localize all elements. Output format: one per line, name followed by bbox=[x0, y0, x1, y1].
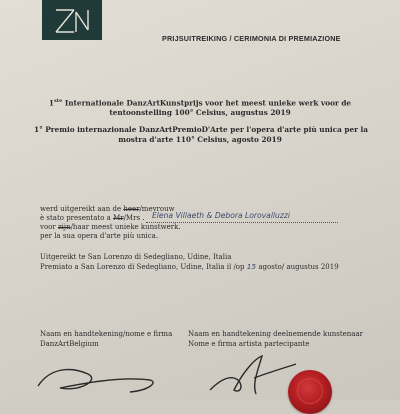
italian-title-ordinal: 1 bbox=[34, 125, 40, 134]
date-day-handwriting: 15 bbox=[246, 262, 257, 271]
award-line1-prefix: werd uitgereikt aan de bbox=[40, 205, 124, 213]
award-line1-suffix: /mevrouw bbox=[139, 205, 175, 213]
award-line2-struck: Mr bbox=[113, 214, 124, 222]
page-heading: PRIJSUITREIKING / CERIMONIA DI PREMIAZIONE bbox=[162, 34, 341, 43]
award-line3-struck: zijn bbox=[57, 223, 71, 231]
italian-title-line2: mostra d'arte 110° Celsius, agosto 2019 bbox=[118, 135, 282, 144]
dutch-title-ordinal: 1 bbox=[48, 98, 54, 108]
wax-seal-emboss bbox=[297, 378, 323, 404]
award-line3 bbox=[40, 223, 181, 231]
recipient-handwriting: Elena Villaeth & Debora Lorovalluzzi bbox=[152, 211, 290, 220]
dutch-title-line1 bbox=[20, 98, 380, 107]
award-line2-prefix: è stato presentato a bbox=[40, 214, 114, 222]
right-signature-label: Naam en handtekening deelnemende kunstenaar bbox=[188, 330, 363, 338]
place-line2 bbox=[40, 262, 339, 271]
italian-title-sup: ° bbox=[39, 125, 43, 134]
dutch-title-sup: ste bbox=[53, 98, 63, 104]
award-line1-struck: heer bbox=[123, 205, 140, 213]
dutch-title-line2: tentoonstelling 100° Celsius, augustus 2019 bbox=[109, 108, 291, 117]
award-line2 bbox=[40, 214, 145, 222]
logo-mark bbox=[42, 0, 102, 40]
danzart-logo bbox=[42, 0, 102, 40]
dutch-title-rest: Internationale DanzArtKunstprijs voor het meest unieke werk voor de bbox=[62, 98, 352, 108]
award-line4: per la sua opera d'arte più unica. bbox=[40, 232, 159, 240]
wax-seal bbox=[288, 370, 332, 414]
place-line1: Uitgereikt te San Lorenzo di Sedegliano, Udine, Italia bbox=[40, 253, 232, 261]
right-signature-sub: Nome e firma artista partecipante bbox=[188, 340, 310, 348]
italian-title-rest: Premio internazionale DanzArtPremioD'Arte per l'opera d'arte più unica per la bbox=[42, 125, 368, 134]
left-signature bbox=[30, 358, 170, 398]
place-line2-prefix: Premiato a San Lorenzo di Sedegliano, Udine, Italia il /op bbox=[40, 263, 247, 271]
award-line2-suffix: /Mrs . bbox=[123, 214, 145, 222]
right-signature bbox=[200, 350, 300, 400]
place-line2-suffix: agosto/ augustus 2019 bbox=[256, 263, 339, 271]
italian-title-line1 bbox=[16, 125, 386, 134]
award-line3-prefix: voor bbox=[40, 223, 58, 231]
left-signature-label: Naam en handtekening/nome e firma bbox=[40, 330, 173, 338]
left-signature-org: DanzArtBelgium bbox=[40, 340, 99, 348]
award-line3-suffix: /haar meest unieke kunstwerk. bbox=[70, 223, 181, 231]
